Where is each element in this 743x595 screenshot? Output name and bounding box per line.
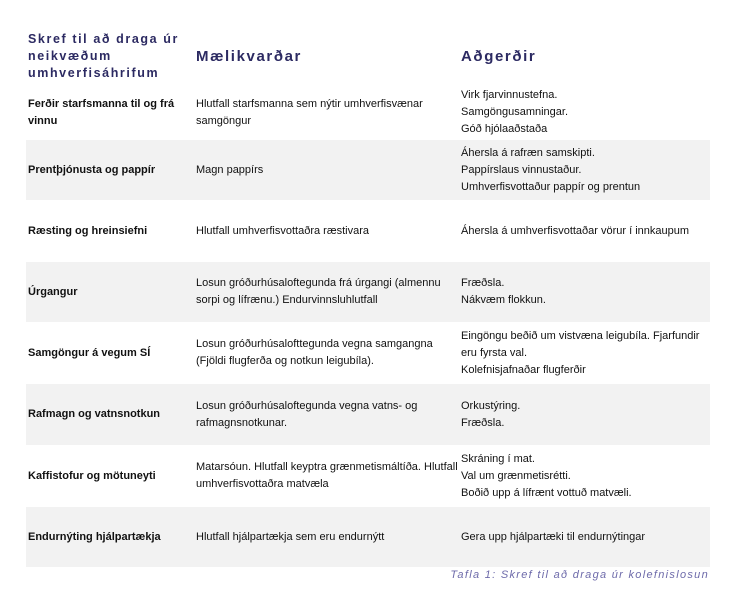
row-step: Samgöngur á vegum SÍ — [28, 346, 151, 359]
table-row — [26, 85, 710, 140]
action-line: Skráning í mat. — [461, 452, 535, 465]
row-metric: Matarsóun. Hlutfall keyptra grænmetismáltíða. Hlutfall umhverfisvottaðra matvæla — [196, 461, 458, 490]
action-line: Kolefnisjafnaðar flugferðir — [461, 363, 586, 376]
action-line: Fræðsla. — [461, 277, 505, 289]
action-line: Samgöngusamningar. — [461, 106, 569, 118]
table-caption: Tafla 1: Skref til að draga úr kolefnislosun — [450, 569, 709, 581]
row-step: Prentþjónusta og pappír — [28, 163, 156, 176]
table-row — [26, 200, 710, 262]
action-line: Val um grænmetisrétti. — [461, 469, 571, 482]
table-row — [26, 384, 710, 445]
header-steps: Skref til að draga úr neikvæðum umhverfisáhrifum — [28, 32, 179, 80]
action-line: Áhersla á umhverfisvottaðar vörur í innkaupum — [461, 224, 690, 237]
action-line: Nákvæm flokkun. — [461, 294, 546, 306]
header-actions: Aðgerðir — [461, 48, 537, 65]
table-row — [26, 322, 710, 384]
row-metric: Losun gróðurhúsaloftegunda vegna vatns- og rafmagnsnotkunar. — [196, 399, 418, 429]
action-line: Gera upp hjálpartæki til endurnýtingar — [461, 530, 646, 543]
row-step: Ferðir starfsmanna til og frá vinnu — [28, 97, 175, 127]
action-line: Áhersla á rafræn samskipti. — [461, 146, 595, 159]
row-metric: Losun gróðurhúsalofttegunda vegna samgangna (Fjöldi flugferða og notkun leigubíla). — [196, 338, 433, 367]
table-row — [26, 262, 710, 322]
header-metrics: Mælikvarðar — [196, 48, 302, 65]
row-actions — [461, 223, 710, 240]
row-metric: Hlutfall starfsmanna sem nýtir umhverfisvænar samgöngur — [196, 97, 423, 127]
row-metric: Hlutfall hjálpartækja sem eru endurnýtt — [196, 530, 385, 543]
row-step: Úrgangur — [28, 285, 78, 298]
action-line: Virk fjarvinnustefna. — [461, 89, 558, 101]
row-actions — [461, 328, 710, 379]
row-actions — [461, 275, 710, 309]
action-line: Góð hjólaaðstaða — [461, 123, 548, 135]
row-step: Kaffistofur og mötuneyti — [28, 469, 156, 482]
carbon-reduction-table — [26, 28, 710, 567]
action-line: Fræðsla. — [461, 416, 505, 429]
row-actions — [461, 87, 710, 138]
table-row — [26, 445, 710, 507]
action-line: Boðið upp á lífrænt vottuð matvæli. — [461, 486, 632, 499]
row-actions — [461, 145, 710, 196]
row-metric: Magn pappírs — [196, 163, 264, 176]
row-metric: Losun gróðurhúsaloftegunda frá úrgangi (almennu sorpi og lífrænu.) Endurvinnsluhlutfall — [196, 277, 441, 306]
action-line: Eingöngu beðið um vistvæna leigubíla. Fjarfundir eru fyrsta val. — [461, 329, 700, 359]
row-step: Ræsting og hreinsiefni — [28, 224, 148, 237]
action-line: Orkustýring. — [461, 399, 521, 412]
table-header — [26, 28, 710, 85]
row-actions — [461, 451, 710, 502]
table-row — [26, 507, 710, 567]
row-metric: Hlutfall umhverfisvottaðra ræstivara — [196, 224, 370, 237]
action-line: Pappírslaus vinnustaður. — [461, 163, 582, 176]
action-line: Umhverfisvottaður pappír og prentun — [461, 180, 641, 193]
row-step: Rafmagn og vatnsnotkun — [28, 408, 161, 420]
row-actions — [461, 398, 710, 432]
row-actions — [461, 529, 710, 546]
table-row — [26, 140, 710, 200]
row-step: Endurnýting hjálpartækja — [28, 530, 161, 543]
